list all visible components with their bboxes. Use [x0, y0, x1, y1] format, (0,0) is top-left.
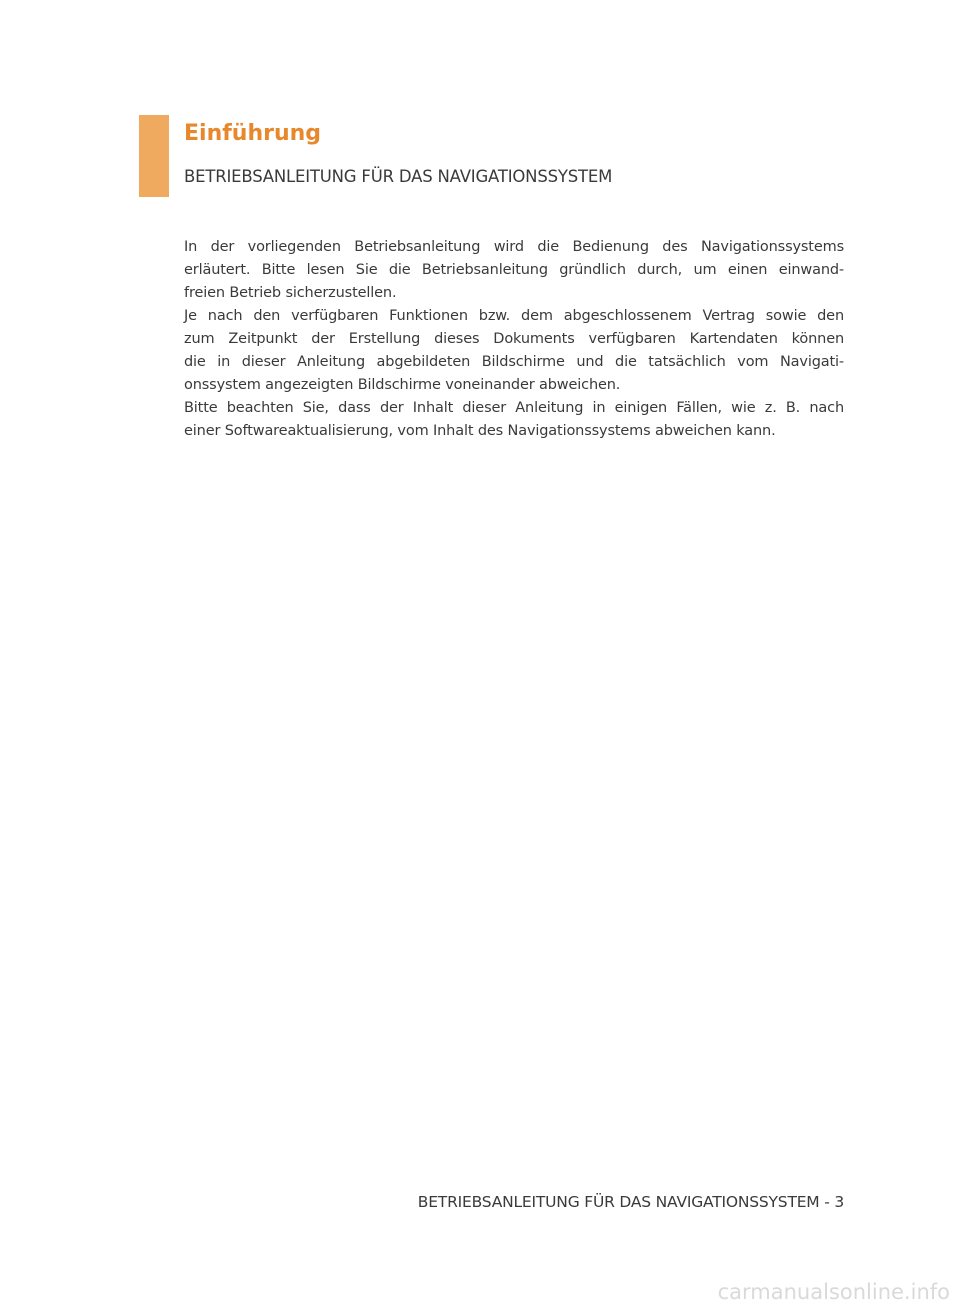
- section-title: Einführung: [184, 121, 322, 146]
- section-subtitle: BETRIEBSANLEITUNG FÜR DAS NAVIGATIONSSYSTEM: [184, 167, 613, 186]
- page-footer: BETRIEBSANLEITUNG FÜR DAS NAVIGATIONSSYSTEM - 3: [417, 1193, 844, 1211]
- body-paragraph: [184, 236, 844, 443]
- body-line: Je nach den verfügbaren Funktionen bzw. dem abgeschlossenem Vertrag sowie den: [184, 308, 844, 324]
- body-line: erläutert. Bitte lesen Sie die Betriebsanleitung gründlich durch, um einen einwand-: [184, 262, 844, 278]
- body-line: Bitte beachten Sie, dass der Inhalt dieser Anleitung in einigen Fällen, wie z. B. nach: [184, 400, 844, 416]
- body-line: In der vorliegenden Betriebsanleitung wird die Bedienung des Navigationssystems: [184, 239, 844, 255]
- body-line: freien Betrieb sicherzustellen.: [184, 285, 397, 301]
- body-line: einer Softwareaktualisierung, vom Inhalt des Navigationssystems abweichen kann.: [184, 423, 776, 439]
- body-line: die in dieser Anleitung abgebildeten Bildschirme und die tatsächlich vom Navigati-: [184, 354, 844, 370]
- body-line: onssystem angezeigten Bildschirme voneinander abweichen.: [184, 377, 621, 393]
- body-line: zum Zeitpunkt der Erstellung dieses Dokuments verfügbaren Kartendaten können: [184, 331, 844, 347]
- watermark: carmanualsonline.info: [717, 1280, 950, 1304]
- section-accent-bar: [139, 115, 169, 197]
